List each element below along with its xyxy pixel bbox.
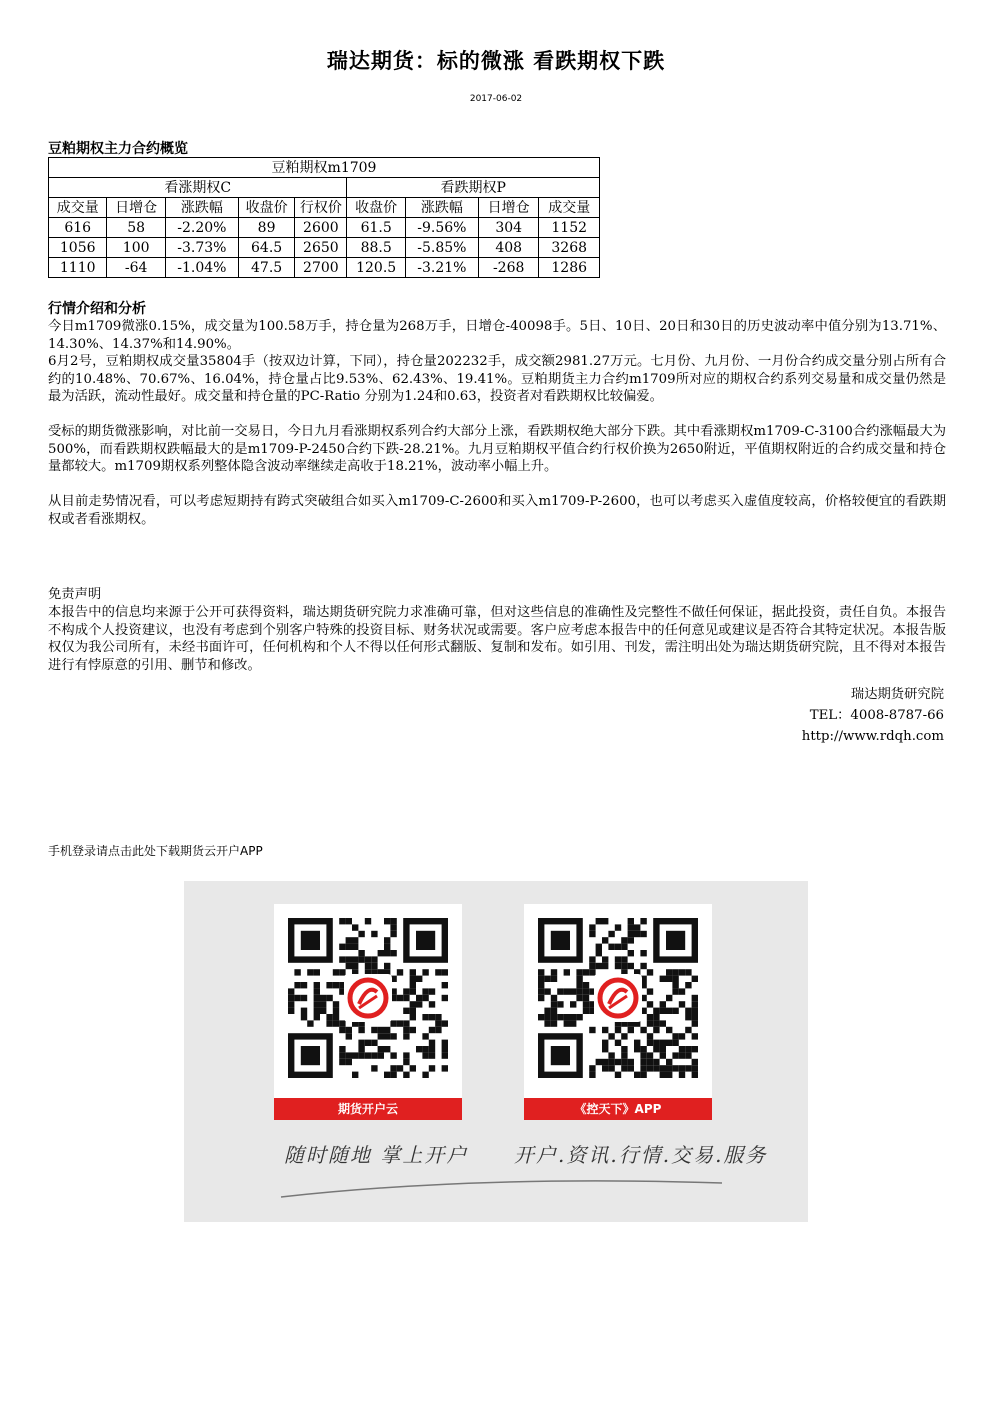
table-cell: -64	[107, 258, 165, 278]
swoosh-decoration	[279, 1171, 724, 1201]
table-cell: 2650	[295, 238, 347, 258]
table-cell: -1.04%	[165, 258, 238, 278]
table-cell: 89	[238, 218, 294, 238]
col-header: 成交量	[49, 198, 107, 218]
table-cell: 61.5	[347, 218, 405, 238]
page-title: 瑞达期货：标的微涨 看跌期权下跌	[326, 48, 666, 73]
col-header: 成交量	[539, 198, 600, 218]
table-cell: -9.56%	[405, 218, 478, 238]
qr-label: 期货开户云	[274, 1098, 462, 1120]
table-cell: 88.5	[347, 238, 405, 258]
report-date: 2017-06-02	[469, 94, 523, 104]
contact-tel: TEL：4008-8787-66	[809, 708, 944, 723]
overview-heading: 豆粕期权主力合约概览	[48, 141, 188, 157]
table-row	[49, 218, 600, 238]
table-cell: 58	[107, 218, 165, 238]
disclaimer-text: 本报告中的信息均来源于公开可获得资料，瑞达期货研究院力求准确可靠，但对这些信息的准确性及完整性不做任何保证，据此投资，责任自负。本报告不构成个人投资建议，也没有考虑到个别客户特殊的投资目标、财务状况或需要。客户应考虑本报告中的任何意见或建议是否符合其特定状况。本报告版权仅为我公司所有，未经书面许可，任何机构和个人不得以任何形式翻版、复制和发布。如引用、刊发，需注明出处为瑞达期货研究院，且不得对本报告进行有悖原意的引用、删节和修改。	[48, 605, 946, 673]
table-cell: 1056	[49, 238, 107, 258]
col-header: 行权价	[295, 198, 347, 218]
analysis-paragraph: 受标的期货微涨影响，对比前一交易日，今日九月看涨期权系列合约大部分上涨，看跌期权绝大部分下跌。其中看涨期权m1709-C-3100合约涨幅最大为500%，而看跌期权跌幅最大的是m1709-P-2450合约下跌-28.21%。九月豆粕期权平值合约行权价换为2650附近，平值期权附近的合约成交量和持仓量都较大。m1709期权系列整体隐含波动率继续走高收于18.21%，波动率小幅上升。	[48, 424, 946, 474]
table-cell: 2600	[295, 218, 347, 238]
table-cell: 304	[478, 218, 539, 238]
table-cell: 408	[478, 238, 539, 258]
table-cell: -2.20%	[165, 218, 238, 238]
analysis-heading: 行情介绍和分析	[48, 301, 146, 317]
org-name: 瑞达期货研究院	[850, 687, 944, 702]
qr-card-kongtianxia[interactable]	[524, 904, 712, 1120]
app-promo-banner	[184, 881, 808, 1222]
put-header: 看跌期权P	[347, 178, 600, 198]
qr-code-icon	[534, 914, 702, 1084]
website-link[interactable]: http://www.rdqh.com	[801, 729, 944, 744]
call-header: 看涨期权C	[49, 178, 347, 198]
col-header: 涨跌幅	[165, 198, 238, 218]
analysis-paragraph: 今日m1709微涨0.15%，成交量为100.58万手，持仓量为268万手，日增仓-40098手。5日、10日、20日和30日的历史波动率中值分别为13.71%、14.30%、14.37%和14.90%。	[48, 319, 946, 352]
table-title: 豆粕期权m1709	[49, 158, 600, 178]
analysis-paragraph: 从目前走势情况看，可以考虑短期持有跨式突破组合如买入m1709-C-2600和买入m1709-P-2600，也可以考虑买入虚值度较高，价格较便宜的看跌期权或者看涨期权。	[48, 494, 946, 527]
table-cell: -3.73%	[165, 238, 238, 258]
analysis-paragraph: 6月2号，豆粕期权成交量35804手（按双边计算，下同），持仓量202232手，成交额2981.27万元。七月份、九月份、一月份合约成交量分别占所有合约的10.48%、70.67%、16.04%，持仓量占比9.53%、62.43%、19.41%。豆粕期货主力合约m1709所对应的期权合约系列交易量和成交量仍然是最为活跃，流动性最好。成交量和持仓量的PC-Ratio 分别为1.24和0.63，投资者对看跌期权比较偏爱。	[48, 354, 946, 404]
col-header: 日增仓	[107, 198, 165, 218]
table-cell: -3.21%	[405, 258, 478, 278]
options-overview-table	[48, 157, 600, 278]
analysis-body	[48, 318, 946, 528]
slogan-left: 随时随地 掌上开户	[284, 1143, 469, 1167]
table-cell: 64.5	[238, 238, 294, 258]
table-cell: 1152	[539, 218, 600, 238]
qr-label: 《控天下》APP	[524, 1098, 712, 1120]
table-cell: -268	[478, 258, 539, 278]
app-download-link[interactable]: 手机登录请点击此处下载期货云开户APP	[48, 844, 263, 858]
table-cell: 47.5	[238, 258, 294, 278]
table-cell: 120.5	[347, 258, 405, 278]
table-cell: 616	[49, 218, 107, 238]
col-header: 涨跌幅	[405, 198, 478, 218]
contact-block	[802, 684, 944, 747]
table-cell: 1286	[539, 258, 600, 278]
col-header: 收盘价	[347, 198, 405, 218]
table-cell: 2700	[295, 258, 347, 278]
table-cell: 3268	[539, 238, 600, 258]
table-cell: 1110	[49, 258, 107, 278]
col-header: 收盘价	[238, 198, 294, 218]
disclaimer-heading: 免责声明	[48, 587, 102, 602]
qr-code-icon	[284, 914, 452, 1084]
table-row	[49, 238, 600, 258]
table-cell: -5.85%	[405, 238, 478, 258]
column-header-row	[49, 198, 600, 218]
slogan-right: 开户.资讯.行情.交易.服务	[514, 1143, 768, 1167]
qr-card-kaihuyun[interactable]	[274, 904, 462, 1120]
col-header: 日增仓	[478, 198, 539, 218]
table-row	[49, 258, 600, 278]
table-cell: 100	[107, 238, 165, 258]
